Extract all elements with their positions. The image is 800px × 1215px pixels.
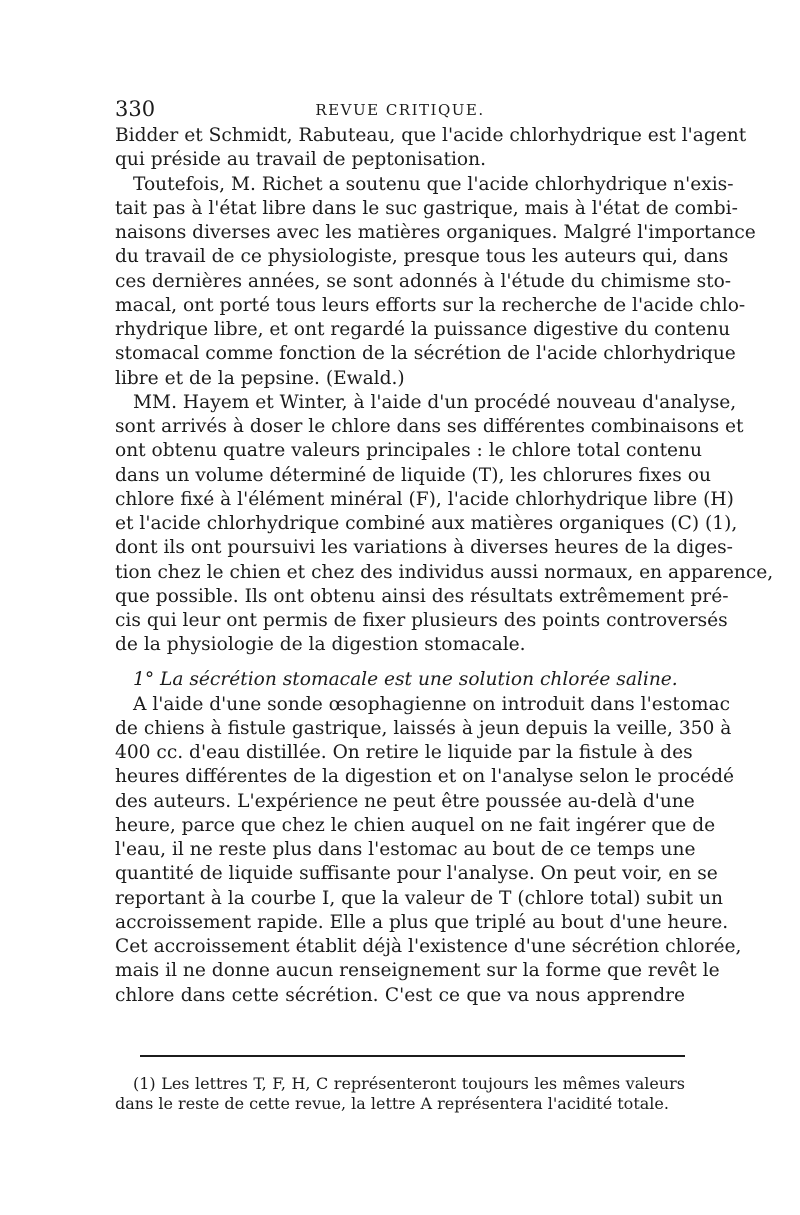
- text-line: de la physiologie de la digestion stomacale.: [115, 634, 526, 656]
- text-line: libre et de la pepsine. (Ewald.): [115, 367, 405, 389]
- text-line: reportant à la courbe I, que la valeur de T (chlore total) subit un: [115, 887, 723, 909]
- body-text: [115, 124, 774, 1008]
- text-line: que possible. Ils ont obtenu ainsi des résultats extrêmement pré-: [115, 585, 729, 607]
- text-line: naisons diverses avec les matières organiques. Malgré l'importance: [115, 222, 756, 243]
- page-header: [115, 94, 685, 124]
- text-line: 400 cc. d'eau distillée. On retire le liquide par la fistule à des: [115, 742, 693, 763]
- footnote-line: (1) Les lettres T, F, H, C représenteront toujours les mêmes valeurs: [133, 1074, 685, 1093]
- section-heading: 1° La sécrétion stomacale est une solution chlorée saline.: [133, 668, 678, 690]
- text-line: du travail de ce physiologiste, presque tous les auteurs qui, dans: [115, 246, 729, 268]
- text-line: heures différentes de la digestion et on l'analyse selon le procédé: [115, 766, 735, 788]
- text-line: des auteurs. L'expérience ne peut être poussée au-delà d'une: [115, 790, 695, 812]
- running-title: REVUE CRITIQUE.: [315, 101, 485, 119]
- text-line: de chiens à fistule gastrique, laissés à jeun depuis la veille, 350 à: [115, 717, 732, 739]
- text-line: stomacal comme fonction de la sécrétion de l'acide chlorhydrique: [115, 343, 736, 365]
- footnote-rule: [140, 1055, 685, 1057]
- footnote-line: dans le reste de cette revue, la lettre A représentera l'acidité totale.: [115, 1094, 669, 1113]
- text-line: Bidder et Schmidt, Rabuteau, que l'acide chlorhydrique est l'agent: [115, 125, 747, 146]
- text-line: A l'aide d'une sonde œsophagienne on introduit dans l'estomac: [133, 693, 731, 715]
- text-line: dans un volume déterminé de liquide (T), les chlorures fixes ou: [115, 464, 711, 486]
- text-line: macal, ont porté tous leurs efforts sur la recherche de l'acide chlo-: [115, 294, 746, 316]
- text-line: ont obtenu quatre valeurs principales : le chlore total contenu: [115, 440, 703, 462]
- text-line: accroissement rapide. Elle a plus que triplé au bout d'une heure.: [115, 911, 729, 933]
- text-line: et l'acide chlorhydrique combiné aux matières organiques (C) (1),: [115, 513, 738, 534]
- text-line: qui préside au travail de peptonisation.: [115, 149, 486, 171]
- text-line: mais il ne donne aucun renseignement sur la forme que revêt le: [115, 960, 720, 982]
- text-line: Cet accroissement établit déjà l'existence d'une sécrétion chlorée,: [115, 936, 742, 957]
- text-line: ces dernières années, se sont adonnés à l'étude du chimisme sto-: [115, 270, 732, 292]
- text-line: dont ils ont poursuivi les variations à diverses heures de la diges-: [115, 537, 733, 559]
- text-line: sont arrivés à doser le chlore dans ses différentes combinaisons et: [115, 416, 744, 437]
- text-line: cis qui leur ont permis de fixer plusieurs des points controversés: [115, 610, 728, 631]
- text-line: quantité de liquide suffisante pour l'analyse. On peut voir, en se: [115, 863, 718, 885]
- text-line: l'eau, il ne reste plus dans l'estomac au bout de ce temps une: [115, 839, 696, 860]
- text-line: chlore dans cette sécrétion. C'est ce que va nous apprendre: [115, 984, 685, 1006]
- text-line: MM. Hayem et Winter, à l'aide d'un procédé nouveau d'analyse,: [133, 391, 737, 413]
- page-number: 330: [115, 97, 156, 121]
- text-line: rhydrique libre, et ont regardé la puissance digestive du contenu: [115, 319, 731, 340]
- text-line: heure, parce que chez le chien auquel on ne fait ingérer que de: [115, 814, 716, 836]
- text-line: tion chez le chien et chez des individus aussi normaux, en apparence,: [115, 561, 774, 583]
- footnote: [115, 1074, 685, 1114]
- text-line: tait pas à l'état libre dans le suc gastrique, mais à l'état de combi-: [115, 197, 738, 219]
- text-line: chlore fixé à l'élément minéral (F), l'acide chlorhydrique libre (H): [115, 488, 734, 510]
- text-line: Toutefois, M. Richet a soutenu que l'acide chlorhydrique n'exis-: [133, 173, 734, 195]
